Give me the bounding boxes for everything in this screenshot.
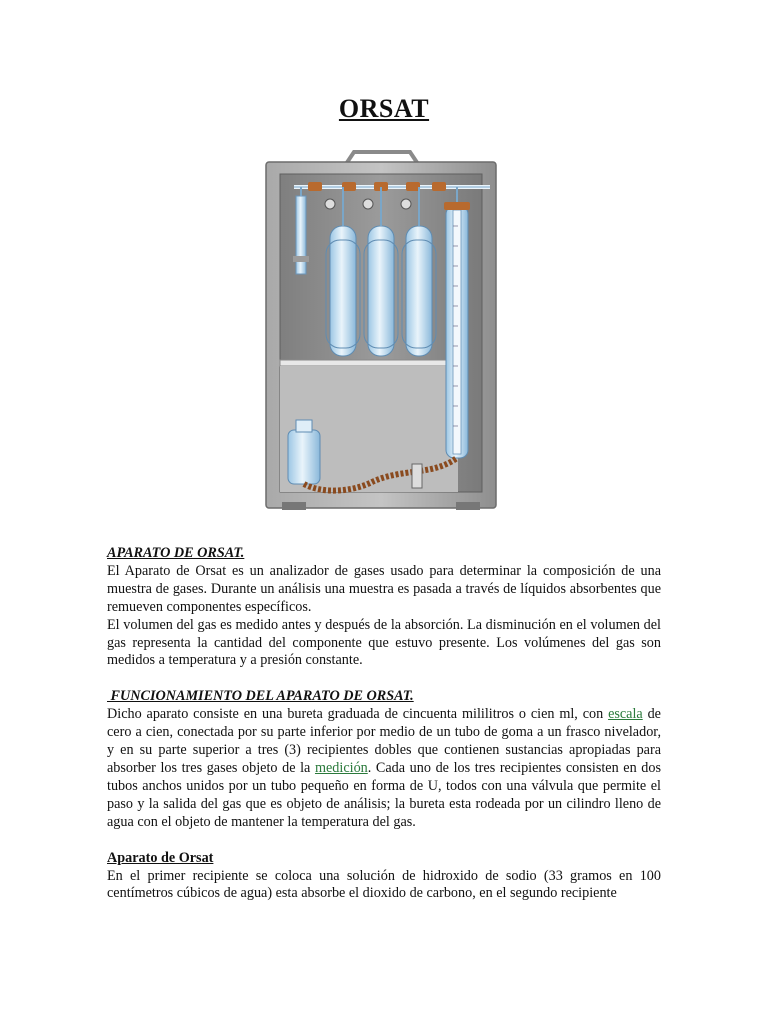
- text-run: . Cada uno de los tres recipientes consisten en dos tubos anchos unidos por un tubo pequeño en forma de U, todos con una válvula que permite el paso y la salida del gas que es objeto de análisis; la bureta esta rodeada por un cilindro lleno de agua con el objeto de mantener la temperatura del gas.: [107, 759, 661, 830]
- text-run: de cero a cien, conectada por su parte inferior por medio de un tubo de goma a un frasco nivelador, y en su parte superior a tres (3) recipientes dobles que contienen sustancias apropiadas para absorber los tres gases objeto de la: [107, 706, 661, 776]
- paragraph-funcionamiento: [107, 706, 661, 831]
- spacer: [107, 832, 661, 850]
- spacer: [107, 670, 661, 688]
- text-run: Dicho aparato consiste en una bureta graduada de cincuenta mililitros o cien ml, con: [107, 706, 609, 723]
- section-heading-funcionamiento: FUNCIONAMIENTO DEL APARATO DE ORSAT.: [107, 688, 414, 705]
- document-body: [107, 545, 661, 903]
- paragraph: El volumen del gas es medido antes y después de la absorción. La disminución en el volumen del gas representa la cantidad del componente que estuvo presente. Los volúmenes del gas son medidos a temperatura y a presión constante.: [107, 616, 661, 669]
- link-medicion[interactable]: medición: [314, 759, 368, 776]
- orsat-apparatus-illustration: [262, 146, 500, 512]
- paragraph: El Aparato de Orsat es un analizador de gases usado para determinar la composición de una muestra de gases. Durante un análisis una muestra es pasada a través de líquidos absorbentes que remueven componentes específicos.: [107, 562, 661, 615]
- paragraph: En el primer recipiente se coloca una solución de hidroxido de sodio (33 gramos en 100 centímetros cúbicos de agua) esta absorbe el dioxido de carbono, en el segundo recipiente: [107, 867, 661, 902]
- link-escala[interactable]: escala: [608, 706, 643, 723]
- section-heading-aparato: APARATO DE ORSAT.: [107, 545, 245, 561]
- section-heading-aparato-orsat: Aparato de Orsat: [107, 849, 214, 866]
- page-title: ORSAT: [338, 94, 430, 123]
- orsat-apparatus-svg: [262, 146, 500, 512]
